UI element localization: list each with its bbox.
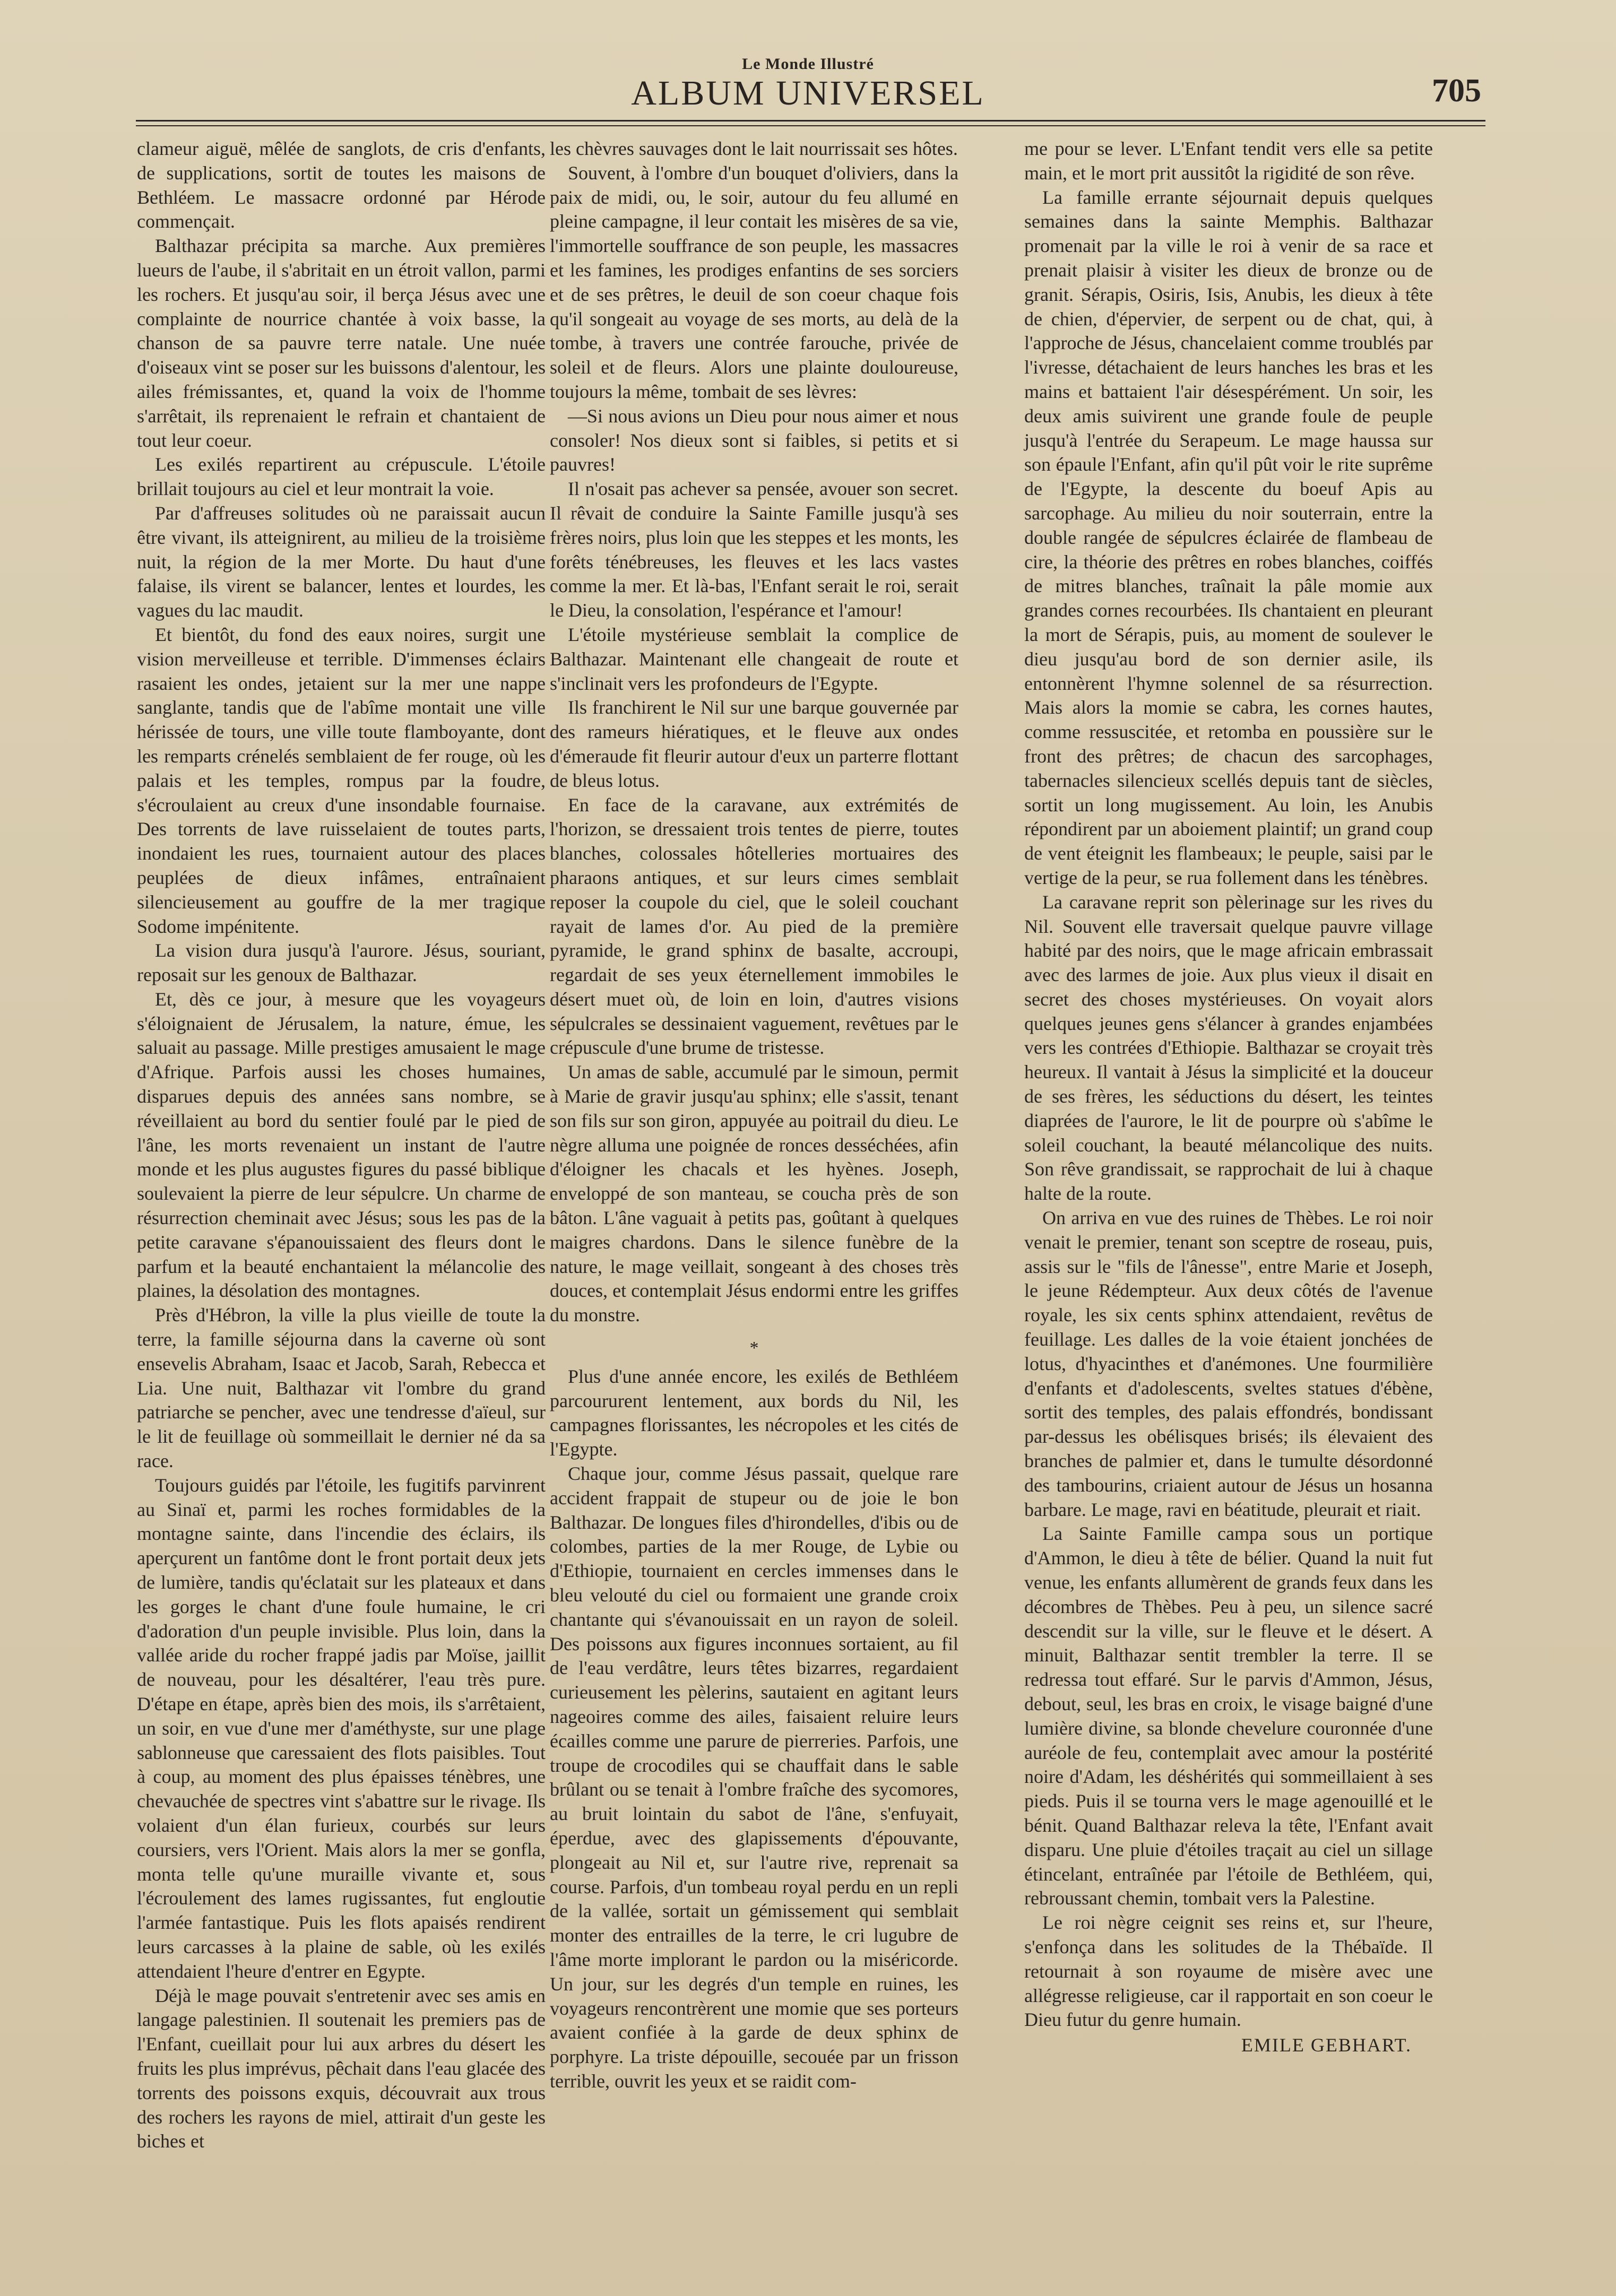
text-column-2 bbox=[550, 137, 958, 2121]
paragraph: Toujours guidés par l'étoile, les fugitifs parvinrent au Sinaï et, parmi les roches formidables de la montagne sainte, dans l'incendie des éclairs, ils aperçurent un fantôme dont le front portait deux jets de lumière, tandis qu'éclatait sur les plateaux et dans les gorges le chant d'une foule humaine, le cri d'adoration d'un peuple invisible. Plus loin, dans la vallée aride du rocher frappé jadis par Moïse, jaillit de nouveau, pour les désaltérer, l'eau très pure. D'étape en étape, après bien des mois, ils s'arrêtaient, un soir, en vue d'une mer d'améthyste, sur une plage sablonneuse que caressaient des flots paisibles. Tout à coup, au moment des plus épaisses ténèbres, une chevauchée de spectres vint s'abattre sur le rivage. Ils volaient d'un élan furieux, courbés sur leurs coursiers, vers l'Orient. Mais alors la mer se gonfla, monta telle qu'une muraille vivante et, sous l'écroulement des lames rugissantes, fut engloutie l'armée fantastique. Puis les flots apaisés rendirent leurs carcasses à la plaine de sable, où les exilés attendaient l'heure d'entrer en Egypte. bbox=[137, 1474, 546, 1982]
paragraph: L'étoile mystérieuse semblait la complice de Balthazar. Maintenant elle changeait de route et s'inclinait vers les profondeurs de l'Egypte. bbox=[550, 623, 958, 694]
paragraph: Et, dès ce jour, à mesure que les voyageurs s'éloignaient de Jérusalem, la nature, émue, les saluait au passage. Mille prestiges amusaient le mage d'Afrique. Parfois aussi les choses humaines, disparues depuis des années sans nombre, se réveillaient au bord du sentier foulé par le pied de l'âne, les morts revenaient un instant de l'autre monde et les plus augustes figures du passé biblique soulevaient la pierre de leur sépulcre. Un charme de résurrection cheminait avec Jésus; sous les pas de la petite caravane s'épanouissaient des fleurs dont le parfum et la beauté enchantaient la mélancolie des plaines, la désolation des montagnes. bbox=[137, 988, 546, 1302]
page-number: 705 bbox=[1432, 73, 1481, 109]
header-rule bbox=[136, 120, 1485, 122]
text-column-1 bbox=[137, 137, 546, 2152]
paragraph: Il n'osait pas achever sa pensée, avouer son secret. Il rêvait de conduire la Sainte Famille jusqu'à ses frères noirs, plus loin que les steppes et les monts, les forêts ténébreuses, les fleuves et les lacs vastes comme la mer. Et là-bas, l'Enfant serait le roi, serait le Dieu, la consolation, l'espérance et l'amour! bbox=[550, 478, 958, 621]
paragraph: Ils franchirent le Nil sur une barque gouvernée par des rameurs hiératiques, et le fleuve aux ondes d'émeraude fit fleurir autour d'eux un parterre flottant de bleus lotus. bbox=[550, 697, 958, 791]
paragraph: Un amas de sable, accumulé par le simoun, permit à Marie de gravir jusqu'au sphinx; elle s'assit, tenant son fils sur son giron, appuyée au poitrail du dieu. Le nègre alluma une poignée de ronces desséchées, afin d'éloigner les chacals et les hyènes. Joseph, enveloppé de son manteau, se coucha près de son bâton. L'âne vaguait à petits pas, goûtant à quelques maigres chardons. Dans le silence funèbre de la nature, le mage veillait, songeant à des choses très douces, et contemplait Jésus endormi entre les griffes du monstre. bbox=[550, 1061, 958, 1326]
author-signature: EMILE GEBHART. bbox=[1241, 2034, 1412, 2056]
text-column-3 bbox=[1024, 137, 1433, 2121]
paragraph: Le roi nègre ceignit ses reins et, sur l'heure, s'enfonça dans les solitudes de la Thébaïde. Il retournait à son royaume de misère avec une allégresse religieuse, car il rapportait en son coeur le Dieu futur du genre humain. bbox=[1024, 1912, 1433, 2031]
paragraph: On arriva en vue des ruines de Thèbes. Le roi noir venait le premier, tenant son sceptre de roseau, puis, assis sur le "fils de l'ânesse", entre Marie et Joseph, le jeune Rédempteur. Aux deux côtés de l'avenue royale, les six cents sphinx attendaient, revêtus de feuillage. Les dalles de la voie étaient jonchées de lotus, d'hyacinthes et d'anémones. Une fourmilière d'enfants et d'adolescents, sveltes statues d'ébène, sortit des temples, des palais effondrés, bondissant par-dessus les obélisques brisés; ils élevaient des branches de palmier et, dans le tumulte désordonné des tambourins, criaient autour de Jésus un hosanna barbare. Le mage, ravi en béatitude, pleurait et riait. bbox=[1024, 1207, 1433, 1520]
paragraph: Les exilés repartirent au crépuscule. L'étoile brillait toujours au ciel et leur montrait la voie. bbox=[137, 454, 546, 500]
paragraph: Souvent, à l'ombre d'un bouquet d'oliviers, dans la paix de midi, ou, le soir, autour du feu allumé en pleine campagne, il leur contait les misères de sa vie, l'immortelle souffrance de son peuple, les massacres et les famines, les prodiges enfantins de ses sorciers et de ses prêtres, le deuil de son coeur chaque fois qu'il songeait au voyage de ses morts, au delà de la tombe, à travers une contrée farouche, privée de soleil et de fleurs. Alors une plainte douloureuse, toujours la même, tombait de ses lèvres: bbox=[550, 162, 958, 402]
paragraph: les chèvres sauvages dont le lait nourrissait ses hôtes. bbox=[550, 138, 958, 159]
paragraph: clameur aiguë, mêlée de sanglots, de cris d'enfants, de supplications, sortit de toutes les maisons de Bethléem. Le massacre ordonné par Hérode commençait. bbox=[137, 138, 546, 232]
paragraph: Balthazar précipita sa marche. Aux premières lueurs de l'aube, il s'abritait en un étroit vallon, parmi les rochers. Et jusqu'au soir, il berça Jésus avec une complainte de nourrice chantée à voix basse, la chanson de sa pauvre terre natale. Une nuée d'oiseaux vint se poser sur les buissons d'alentour, les ailes frémissantes, et, quand la voix de l'homme s'arrêtait, ils reprenaient le refrain et chantaient de tout leur coeur. bbox=[137, 235, 546, 451]
page-title: ALBUM UNIVERSEL bbox=[631, 74, 985, 112]
paragraph: La vision dura jusqu'à l'aurore. Jésus, souriant, reposait sur les genoux de Balthazar. bbox=[137, 940, 546, 986]
section-separator: * bbox=[749, 1338, 759, 1358]
paragraph: me pour se lever. L'Enfant tendit vers elle sa petite main, et le mort prit aussitôt la rigidité de son rêve. bbox=[1024, 138, 1433, 184]
paragraph: —Si nous avions un Dieu pour nous aimer et nous consoler! Nos dieux sont si faibles, si petits et si pauvres! bbox=[550, 405, 958, 475]
paragraph: Plus d'une année encore, les exilés de Bethléem parcoururent lentement, aux bords du Nil, les campagnes florissantes, les nécropoles et les cités de l'Egypte. bbox=[550, 1365, 958, 1460]
paragraph: La Sainte Famille campa sous un portique d'Ammon, le dieu à tête de bélier. Quand la nuit fut venue, les enfants allumèrent de grands feux dans les décombres de Thèbes. Peu à peu, un silence sacré descendit sur la ville, sur le fleuve et le désert. A minuit, Balthazar sentit trembler la terre. Il se redressa tout effaré. Sur le parvis d'Ammon, Jésus, debout, seul, les bras en croix, le visage baigné d'une lumière divine, sa blonde chevelure couronnée d'une auréole de feu, contemplait avec amour la postérité noire d'Adam, les déshérités qui sommeillaient à ses pieds. Puis il se tourna vers le mage agenouillé et le bénit. Quand Balthazar releva la tête, l'Enfant avait disparu. Une pluie d'étoiles traçait au ciel un sillage étincelant, entraînée par l'étoile de Bethléem, qui, rebroussant chemin, tombait vers la Palestine. bbox=[1024, 1523, 1433, 1909]
paragraph: La famille errante séjournait depuis quelques semaines dans la sainte Memphis. Balthazar promenait par la ville le roi à venir de sa race et prenait plaisir à visiter les dieux de bronze ou de granit. Sérapis, Osiris, Isis, Anubis, les dieux à tête de chien, d'épervier, de serpent ou de chat, qui, à l'approche de Jésus, chancelaient comme troublés par l'ivresse, détachaient de leurs hanches les bras et les mains et battaient l'air désespérément. Un soir, les deux amis suivirent une grande foule de peuple jusqu'à l'entrée du Serapeum. Le mage haussa sur son épaule l'Enfant, afin qu'il pût voir le rite suprême de l'Egypte, la descente du boeuf Apis au sarcophage. Au milieu du noir souterrain, entre la double rangée de sépulcres éclairée de flambeau de cire, la théorie des prêtres en robes blanches, coiffés de mitres blanches, traînait la pâle momie aux grandes cornes recourbées. Ils chantaient en pleurant la mort de Sérapis, puis, au moment de soulever le dieu jusqu'au bord de son dernier asile, ils entonnèrent l'hymne solennel de sa résurrection. Mais alors la momie se cabra, les cornes hautes, comme ressuscitée, et retomba en poussière sur le front des prêtres; de chacun des sarcophages, tabernacles silencieux scellés depuis tant de siècles, sortit un long mugissement. Au loin, les Anubis répondirent par un aboiement plaintif; un grand coup de vent éteignit les flambeaux; le peuple, saisi par le vertige de la peur, se rua follement dans les ténèbres. bbox=[1024, 186, 1433, 888]
paragraph: Chaque jour, comme Jésus passait, quelque rare accident frappait de stupeur ou de joie le bon Balthazar. De longues files d'hirondelles, d'ibis ou de colombes, parties de la mer Rouge, de Lybie ou d'Ethiopie, tournaient en cercles immenses dans le bleu velouté du ciel ou formaient une grande croix chantante qui s'évanouissait en un rayon de soleil. Des poissons aux figures inconnues sortaient, au fil de l'eau verdâtre, leurs têtes bizarres, regardaient curieusement les pèlerins, sautaient en agitant leurs nageoires comme des ailes, faisaient reluire leurs écailles comme une parure de pierreries. Parfois, une troupe de crocodiles qui se chauffait dans le sable brûlant ou se tenait à l'ombre fraîche des sycomores, au bruit lointain du sabot de l'âne, s'enfuyait, éperdue, avec des glapissements d'épouvante, plongeait au Nil et, sur l'autre rive, reprenait sa course. Parfois, d'un tombeau royal perdu en un repli de la vallée, sortait un gémissement qui semblait monter des entrailles de la terre, le cri lugubre de l'âme morte implorant le pardon ou la miséricorde. Un jour, sur les degrés d'un temple en ruines, les voyageurs rencontrèrent une momie que ses porteurs avaient confiée à la garde de deux sphinx de porphyre. La triste dépouille, secouée par un frisson terrible, ouvrit les yeux et se raidit com- bbox=[550, 1463, 958, 2092]
paragraph: Près d'Hébron, la ville la plus vieille de toute la terre, la famille séjourna dans la caverne où sont ensevelis Abraham, Isaac et Jacob, Sarah, Rebecca et Lia. Une nuit, Balthazar vit l'ombre du grand patriarche se pencher, avec une tendresse d'aïeul, sur le lit de feuillage où sommeillait le dernier né da sa race. bbox=[137, 1304, 546, 1472]
paragraph: Et bientôt, du fond des eaux noires, surgit une vision merveilleuse et terrible. D'immenses éclairs rasaient les ondes, jetaient sur la mer une nappe sanglante, tandis que de l'abîme montait une ville hérissée de tours, une ville toute flamboyante, dont les remparts crénelés semblaient de fer rouge, où les palais et les temples, rompus par la foudre, s'écroulaient au creux d'une insondable fournaise. Des torrents de lave ruisselaient de toutes parts, inondaient les rues, tournaient autour des places peuplées de dieux infâmes, entraînaient silencieusement au gouffre de la mer tragique Sodome impénitente. bbox=[137, 623, 546, 937]
paragraph: En face de la caravane, aux extrémités de l'horizon, se dressaient trois tentes de pierre, toutes blanches, colossales hôtelleries mortuaires des pharaons antiques, et sur leurs cimes semblait reposer la coupole du ciel, que le soleil couchant rayait de lames d'or. Au pied de la première pyramide, le grand sphinx de basalte, accroupi, regardait de ses yeux éternellement immobiles le désert muet où, de loin en loin, d'autres visions sépulcrales se dessinaient vaguement, revêtues par le crépuscule d'une brume de tristesse. bbox=[550, 794, 958, 1059]
paragraph: La caravane reprit son pèlerinage sur les rives du Nil. Souvent elle traversait quelque pauvre village habité par des noirs, que le mage africain embrassait avec des larmes de joie. Aux plus vieux il disait en secret des choses mystérieuses. On voyait alors quelques jeunes gens s'élancer à grandes enjambées vers les contrées d'Ethiopie. Balthazar se croyait très heureux. Il vantait à Jésus la simplicité et la douceur de ses frères, les séductions du désert, les teintes diaprées de l'aurore, le lit de pourpre où s'abîme le soleil couchant, la beauté mélancolique des nuits. Son rêve grandissait, se rapprochait de lui à chaque halte de la route. bbox=[1024, 891, 1433, 1205]
paragraph: Déjà le mage pouvait s'entretenir avec ses amis en langage palestinien. Il soutenait les premiers pas de l'Enfant, cueillait pour lui aux arbres du désert les fruits les plus imprévus, pêchait dans l'eau glacée des torrents des poissons exquis, découvrait aux trous des rochers les rayons de miel, attirait d'un geste les biches et bbox=[137, 1985, 546, 2152]
publication-name: Le Monde Illustré bbox=[742, 55, 874, 73]
paragraph: Par d'affreuses solitudes où ne paraissait aucun être vivant, ils atteignirent, au milieu de la troisième nuit, la région de la mer Morte. Du haut d'une falaise, ils virent se balancer, lentes et lourdes, les vagues du lac maudit. bbox=[137, 502, 546, 621]
header-rule-thin bbox=[136, 125, 1485, 126]
